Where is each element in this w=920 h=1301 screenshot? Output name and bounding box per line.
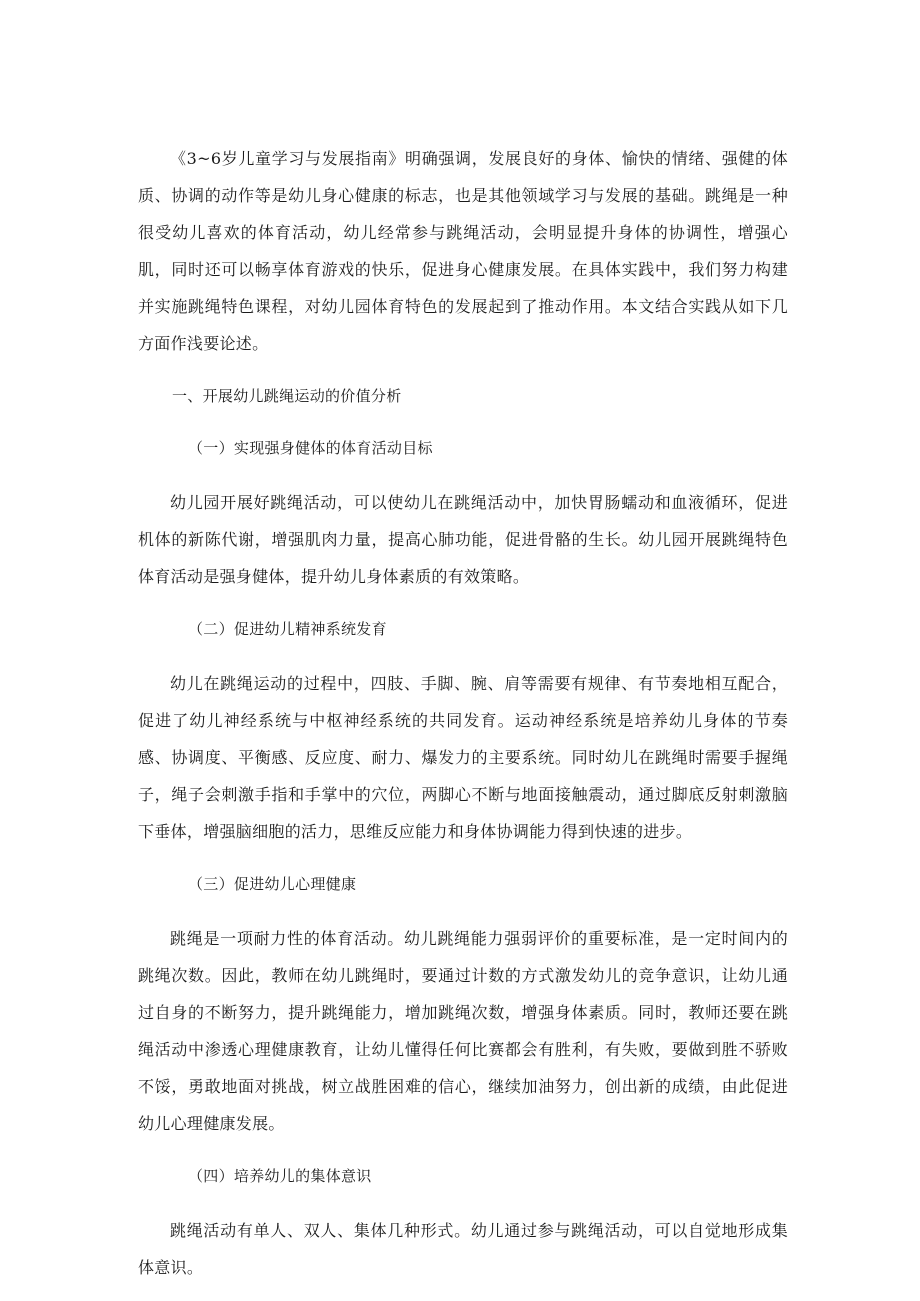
collective-awareness-paragraph: 跳绳活动有单人、双人、集体几种形式。幼儿通过参与跳绳活动，可以自觉地形成集体意识。 — [138, 1221, 788, 1277]
subsection-heading-mental-health: （三）促进幼儿心理健康 — [188, 875, 357, 893]
mental-health-paragraph: 跳绳是一项耐力性的体育活动。幼儿跳绳能力强弱评价的重要标准，是一定时间内的跳绳次数。因此，教师在幼儿跳绳时，要通过计数的方式激发幼儿的竞争意识，让幼儿通过自身的不断努力，提升跳绳能力，增加跳绳次数，增强身体素质。同时，教师还要在跳绳活动中渗透心理健康教育，让幼儿懂得任何比赛都会有胜利，有失败，要做到胜不骄败不馁，勇敢地面对挑战，树立战胜困难的信心，继续加油努力，创出新的成绩，由此促进幼儿心理健康发展。 — [138, 929, 788, 1133]
nervous-system-paragraph: 幼儿在跳绳运动的过程中，四肢、手脚、腕、肩等需要有规律、有节奏地相互配合，促进了幼儿神经系统与中枢神经系统的共同发育。运动神经系统是培养幼儿身体的节奏感、协调度、平衡感、反应度、耐力、爆发力的主要系统。同时幼儿在跳绳时需要手握绳子，绳子会刺激手指和手掌中的穴位，两脚心不断与地面接触震动，通过脚底反射刺激脑下垂体，增强脑细胞的活力，思维反应能力和身体协调能力得到快速的进步。 — [138, 674, 788, 841]
subsection-heading-nervous-system: （二）促进幼儿精神系统发育 — [188, 620, 387, 638]
intro-paragraph: 《3~6岁儿童学习与发展指南》明确强调，发展良好的身体、愉快的情绪、强健的体质、协调的动作等是幼儿身心健康的标志，也是其他领域学习与发展的基础。跳绳是一种很受幼儿喜欢的体育活动，幼儿经常参与跳绳活动，会明显提升身体的协调性，增强心肌，同时还可以畅享体育游戏的快乐，促进身心健康发展。在具体实践中，我们努力构建并实施跳绳特色课程，对幼儿园体育特色的发展起到了推动作用。本文结合实践从如下几方面作浅要论述。 — [138, 149, 788, 353]
subsection-heading-fitness-goal: （一）实现强身健体的体育活动目标 — [188, 439, 433, 457]
section-heading-value-analysis: 一、开展幼儿跳绳运动的价值分析 — [172, 387, 402, 405]
subsection-heading-collective-awareness: （四）培养幼儿的集体意识 — [188, 1167, 372, 1185]
document-body — [138, 140, 788, 1286]
fitness-paragraph: 幼儿园开展好跳绳活动，可以使幼儿在跳绳活动中，加快胃肠蠕动和血液循环，促进机体的新陈代谢，增强肌肉力量，提高心肺功能，促进骨骼的生长。幼儿园开展跳绳特色体育活动是强身健体，提升幼儿身体素质的有效策略。 — [138, 493, 788, 586]
